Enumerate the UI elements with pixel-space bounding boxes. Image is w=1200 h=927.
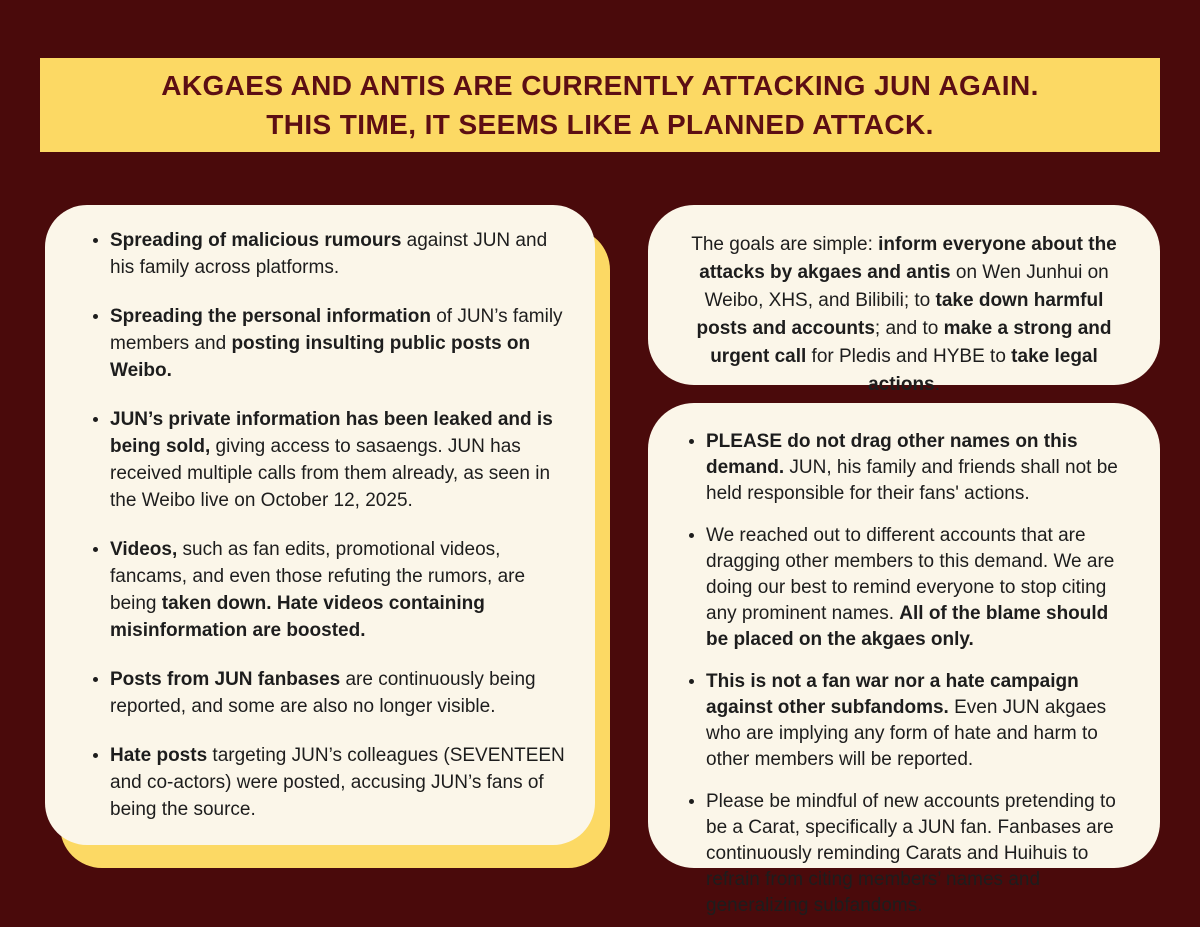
attacks-list-panel [45, 205, 595, 845]
banner-title-line2: THIS TIME, IT SEEMS LIKE A PLANNED ATTACK. [266, 109, 934, 140]
bullet-dot-icon [93, 238, 98, 243]
bullet-dot-icon [93, 677, 98, 682]
bullet-dot-icon [93, 753, 98, 758]
bullet-item-text: Posts from JUN fanbases are continuously being reported, and some are also no longer visible. [110, 669, 536, 717]
bullet-item-text: Hate posts targeting JUN’s colleagues (SEVENTEEN and co-actors) were posted, accusing JUN’s fans of being the source. [110, 745, 565, 820]
bullet-item [92, 227, 571, 281]
bullet-dot-icon [93, 417, 98, 422]
bullet-item-text: This is not a fan war nor a hate campaign against other subfandoms. Even JUN akgaes who are implying any form of hate and harm to other members will be reported. [706, 671, 1107, 770]
reminders-panel [648, 403, 1160, 916]
bullet-item-text: Spreading of malicious rumours against JUN and his family across platforms. [110, 230, 548, 278]
bullet-dot-icon [689, 533, 694, 538]
bullet-item [688, 789, 1134, 919]
bullet-item-text: We reached out to different accounts that are dragging other members to this demand. We are doing our best to remind everyone to stop citing any prominent names. All of the blame should be placed on the akgaes only. [706, 525, 1115, 650]
bullet-item-text: Spreading the personal information of JUN’s family members and posting insulting public posts on Weibo. [110, 306, 563, 381]
bullet-item [92, 536, 571, 644]
bullet-item [92, 406, 571, 514]
bullet-item [688, 429, 1134, 507]
bullet-item [92, 303, 571, 384]
attacks-bullet-list [92, 227, 571, 823]
bullet-item [92, 666, 571, 720]
header-banner [40, 58, 1160, 152]
bullet-dot-icon [93, 314, 98, 319]
bullet-item-text: JUN’s private information has been leaked and is being sold, giving access to sasaengs. JUN has received multiple calls from them already, as seen in the Weibo live on October 12, 2025. [110, 409, 553, 511]
goals-panel [648, 205, 1160, 395]
bullet-dot-icon [93, 547, 98, 552]
bullet-dot-icon [689, 679, 694, 684]
bullet-dot-icon [689, 439, 694, 444]
reminders-bullet-list [688, 429, 1134, 919]
bullet-dot-icon [689, 799, 694, 804]
bullet-item-text: Please be mindful of new accounts pretending to be a Carat, specifically a JUN fan. Fanbases are continuously reminding Carats and Huihuis to refrain from citing members’ names and generalizing subfandoms. [706, 791, 1116, 916]
bullet-item-text: PLEASE do not drag other names on this demand. JUN, his family and friends shall not be held responsible for their fans' actions. [706, 431, 1118, 504]
goals-paragraph: The goals are simple: inform everyone about the attacks by akgaes and antis on Wen Junhui on Weibo, XHS, and Bilibili; to take down harmful posts and accounts; and to make a strong and urgent call for Pledis and HYBE to take legal actions. [691, 234, 1117, 395]
banner-title-line1: AKGAES AND ANTIS ARE CURRENTLY ATTACKING JUN AGAIN. [161, 70, 1039, 101]
bullet-item [688, 523, 1134, 653]
bullet-item-text: Videos, such as fan edits, promotional videos, fancams, and even those refuting the rumors, are being taken down. Hate videos containing misinformation are boosted. [110, 539, 526, 641]
bullet-item [92, 742, 571, 823]
bullet-item [688, 669, 1134, 773]
